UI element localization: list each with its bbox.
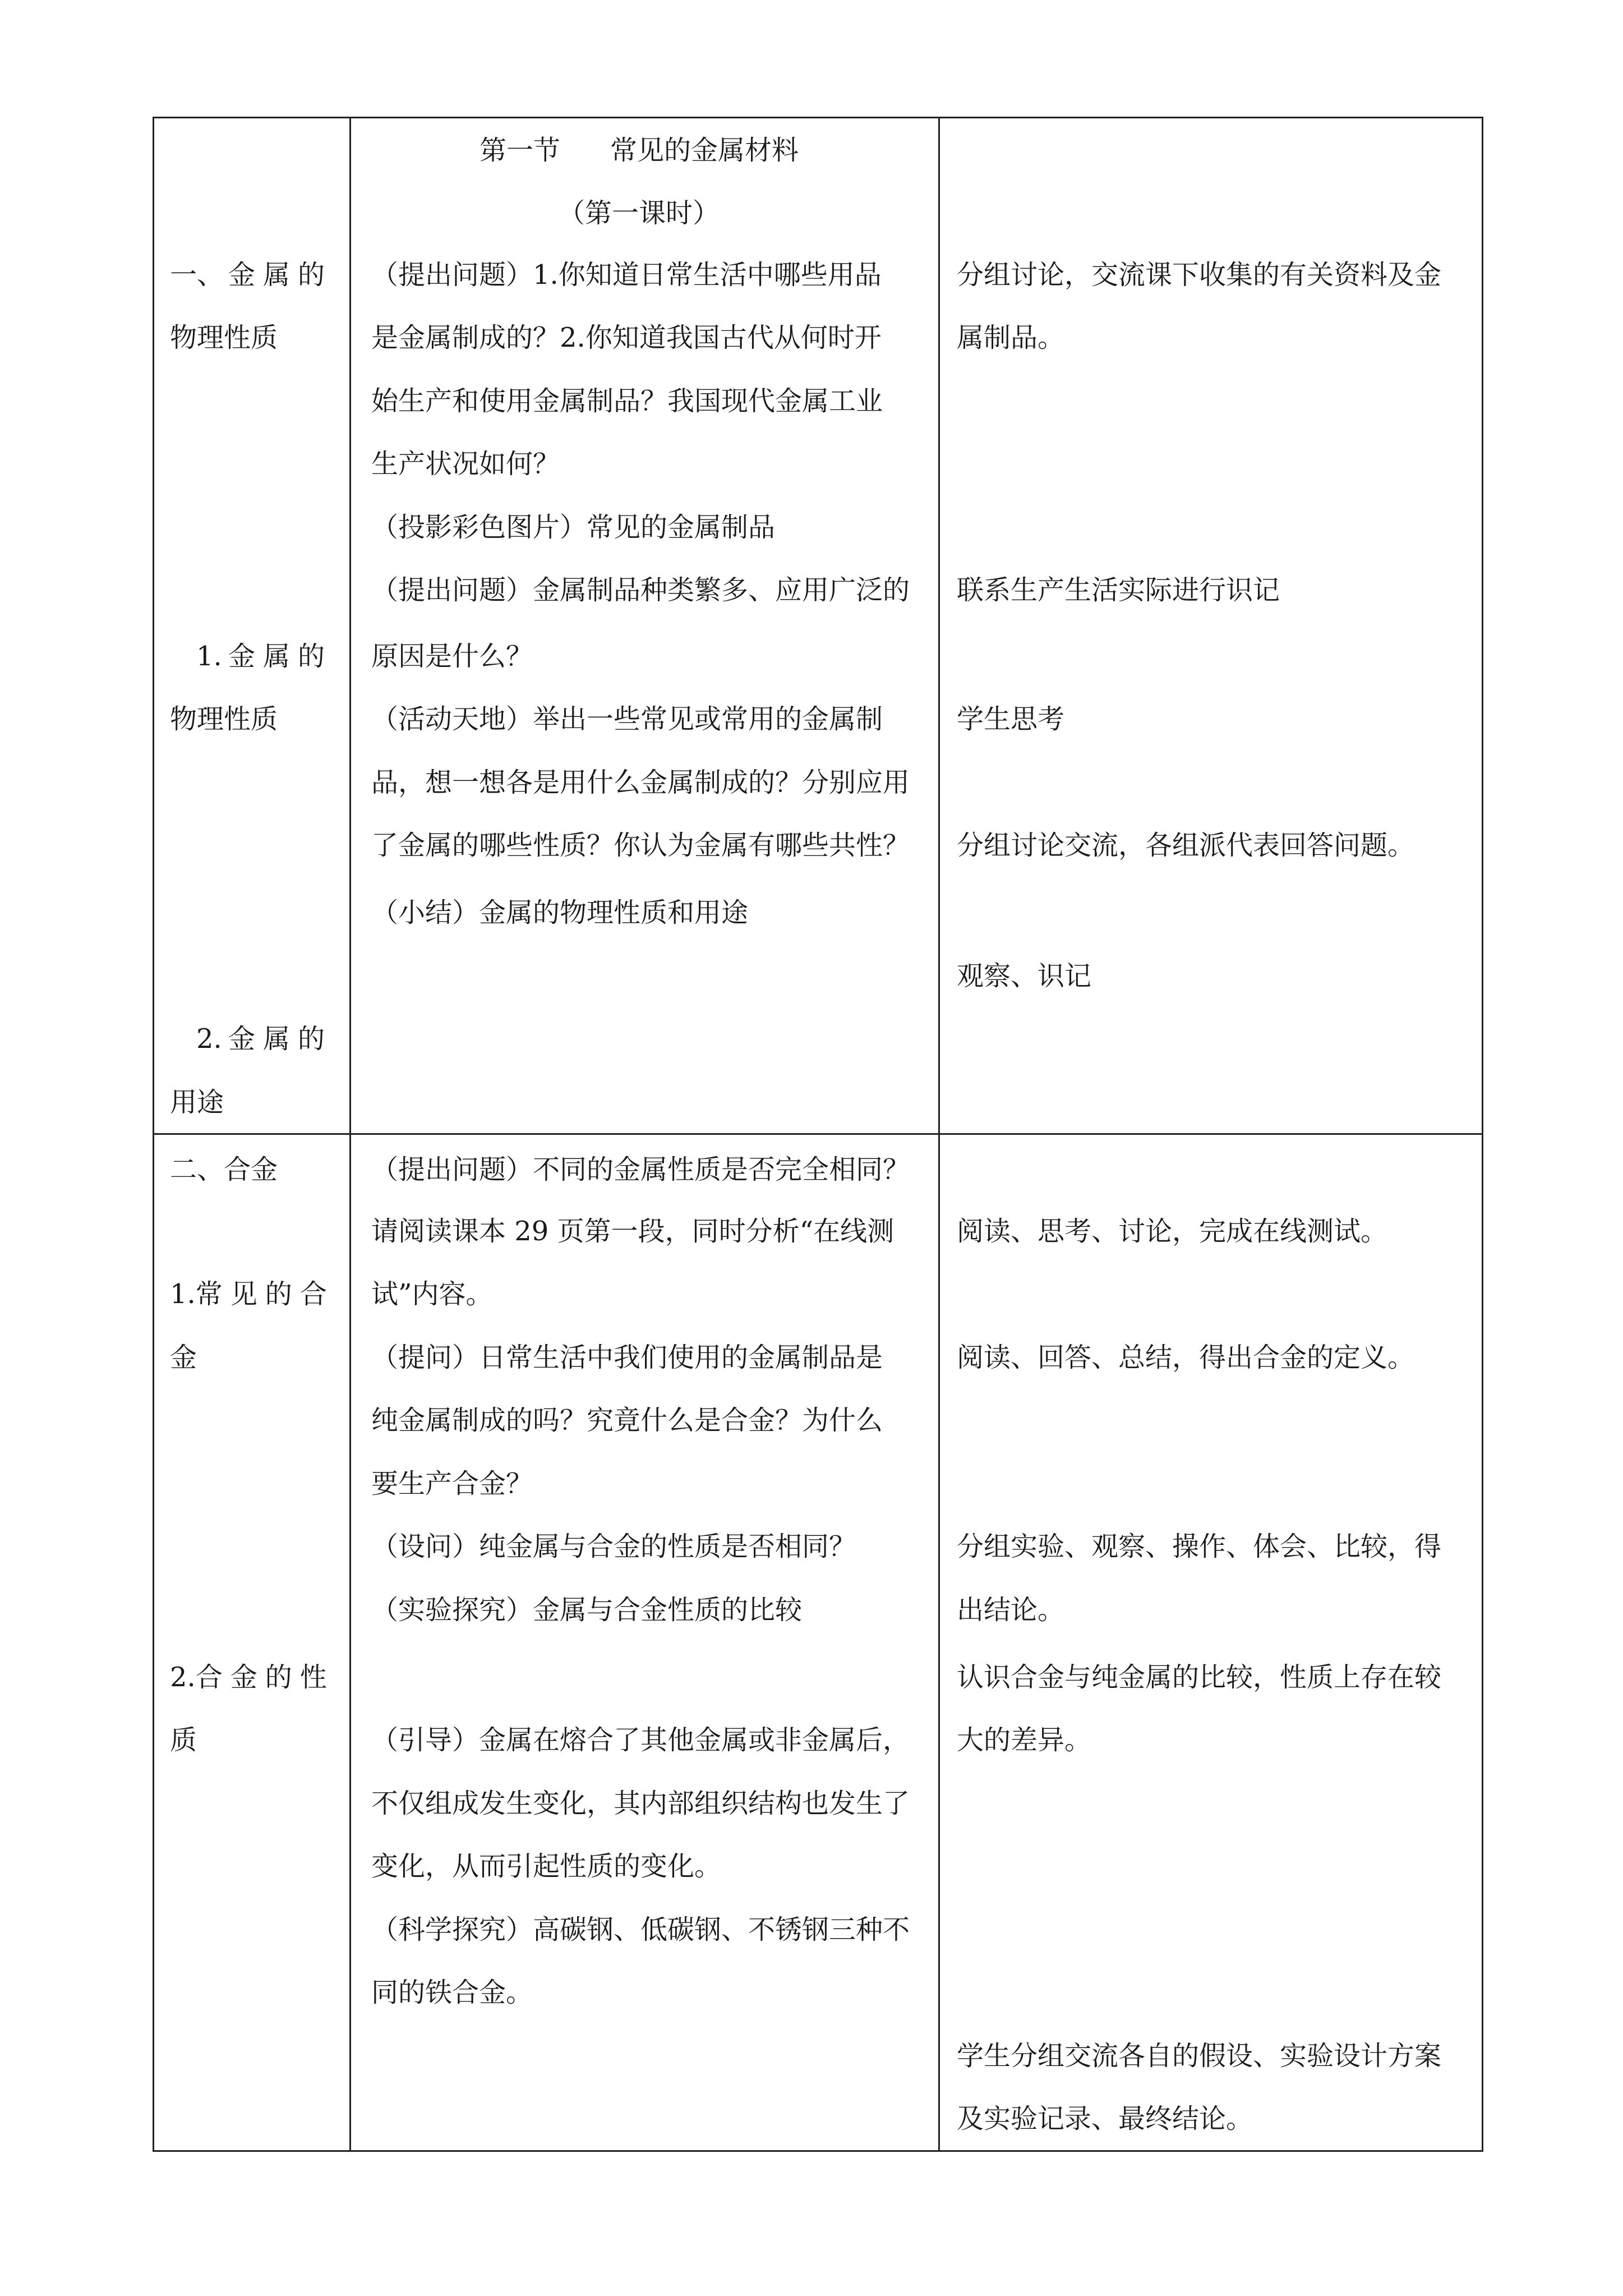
s2-teacher-line: 要生产合金？ [371, 1468, 533, 1499]
table-border-top [153, 117, 1483, 118]
lesson-subtitle: （第一课时） [558, 197, 720, 229]
s2-teacher-line: （引导）金属在熔合了其他金属或非金属后， [371, 1724, 910, 1756]
section1-topic-line2: 物理性质 [170, 322, 278, 353]
s1-teacher-line: 生产状况如何？ [371, 448, 560, 480]
s1-teacher-line: 原因是什么？ [371, 641, 533, 672]
s2-student-line: 分组实验、观察、操作、体会、比较，得 [957, 1531, 1442, 1562]
s2-student-line: 阅读、回答、总结，得出合金的定义。 [957, 1342, 1415, 1373]
section2-sub1-line2: 金 [170, 1342, 197, 1373]
s1-teacher-line: （活动天地）举出一些常见或常用的金属制 [371, 703, 883, 735]
s2-teacher-line: 试”内容。 [371, 1278, 493, 1310]
s1-teacher-line: （提出问题）金属制品种类繁多、应用广泛的 [371, 574, 910, 606]
s1-teacher-line: （提出问题）1.你知道日常生活中哪些用品 [371, 259, 882, 291]
s1-teacher-line: 始生产和使用金属制品？我国现代金属工业 [371, 385, 883, 417]
section2-sub1-line1: 1. 常见的合 [170, 1278, 335, 1310]
s2-teacher-line: （提出问题）不同的金属性质是否完全相同？ [371, 1154, 910, 1185]
section2-sub2-line1: 2. 合金的性 [170, 1662, 335, 1693]
section2-sub2-line2: 质 [170, 1724, 197, 1756]
lesson-title: 常见的金属材料 [610, 135, 799, 166]
s2-student-line: 认识合金与纯金属的比较，性质上存在较 [957, 1662, 1442, 1693]
s1-teacher-line: 是金属制成的？2.你知道我国古代从何时开 [371, 322, 882, 353]
s1-student-line: 属制品。 [957, 322, 1065, 353]
s2-student-line: 出结论。 [957, 1594, 1065, 1626]
s1-student-line: 联系生产生活实际进行识记 [957, 574, 1280, 606]
s2-teacher-line: （实验探究）金属与合金性质的比较 [371, 1594, 803, 1626]
lesson-title-number: 第一节 [479, 135, 561, 166]
s1-teacher-line: （小结）金属的物理性质和用途 [371, 897, 749, 928]
s2-teacher-line: 纯金属制成的吗？究竟什么是合金？为什么 [371, 1405, 883, 1436]
s2-teacher-line: 变化，从而引起性质的变化。 [371, 1851, 722, 1882]
s2-student-line: 大的差异。 [957, 1724, 1092, 1756]
s1-teacher-line: 品，想一想各是用什么金属制成的？分别应用 [371, 767, 910, 798]
s1-teacher-line: （投影彩色图片）常见的金属制品 [371, 512, 776, 543]
s2-teacher-line: 同的铁合金。 [371, 1977, 533, 2008]
s2-student-line: 及实验记录、最终结论。 [957, 2103, 1253, 2134]
table-row-divider [153, 1133, 1483, 1135]
section1-sub2-line2: 用途 [170, 1087, 224, 1118]
s1-student-line: 分组讨论，交流课下收集的有关资料及金 [957, 259, 1442, 291]
s1-teacher-line: 了金属的哪些性质？你认为金属有哪些共性？ [371, 830, 910, 861]
s2-student-line: 学生分组交流各自的假设、实验设计方案 [957, 2040, 1442, 2072]
s2-teacher-line: （提问）日常生活中我们使用的金属制品是 [371, 1342, 883, 1373]
s1-student-line: 观察、识记 [957, 960, 1092, 992]
section1-sub1-line2: 物理性质 [170, 703, 278, 735]
s1-student-line: 分组讨论交流，各组派代表回答问题。 [957, 830, 1415, 861]
s2-teacher-line: 不仅组成发生变化，其内部组织结构也发生了 [371, 1788, 910, 1819]
s2-teacher-line: （设问）纯金属与合金的性质是否相同？ [371, 1531, 856, 1562]
s2-teacher-line: 请阅读课本 29 页第一段，同时分析“在线测 [371, 1216, 895, 1247]
section1-topic-line1: 一、 金属的 [170, 259, 333, 291]
s1-student-line: 学生思考 [957, 703, 1065, 735]
s2-teacher-line: （科学探究）高碳钢、低碳钢、不锈钢三种不 [371, 1914, 910, 1945]
section2-topic: 二、合金 [170, 1154, 278, 1185]
s2-student-line: 阅读、思考、讨论，完成在线测试。 [957, 1216, 1388, 1247]
section1-sub2-line1: 2. 金属的 [196, 1023, 333, 1055]
table-border-bottom [153, 2150, 1483, 2152]
section1-sub1-line1: 1. 金属的 [196, 641, 333, 672]
